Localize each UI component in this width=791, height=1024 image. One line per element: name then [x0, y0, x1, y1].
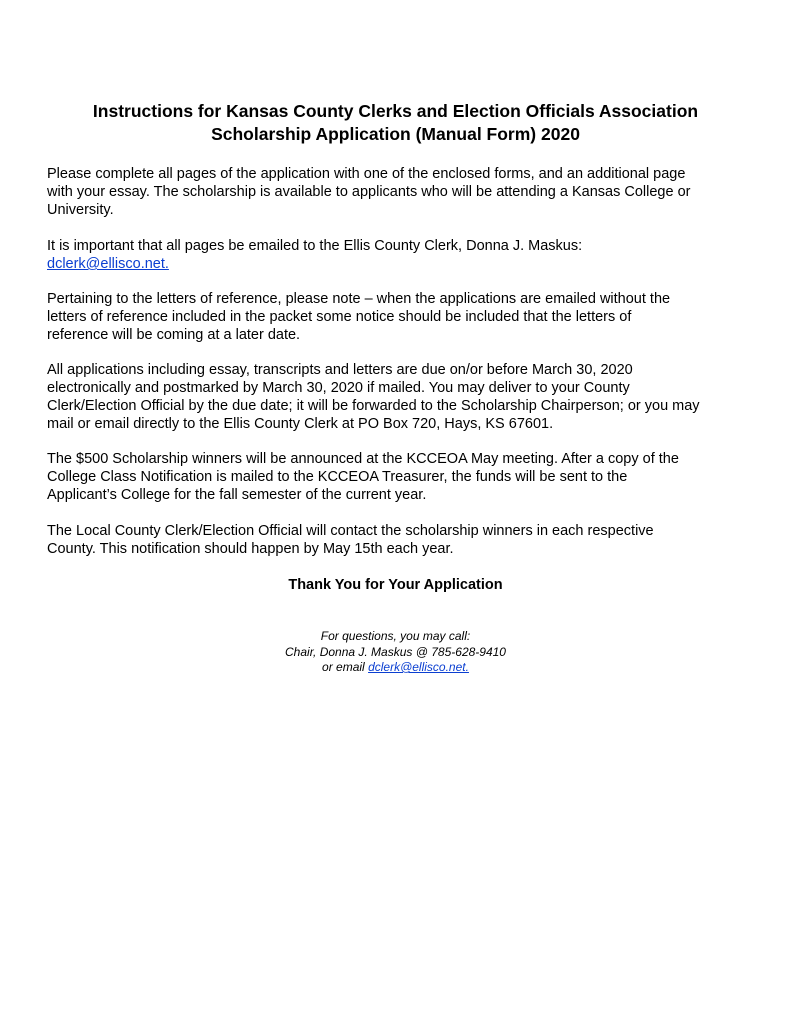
paragraph-line: All applications including essay, transcripts and letters are due on/or before March 30, 2020 [47, 362, 633, 378]
paragraph-line: The Local County Clerk/Election Official will contact the scholarship winners in each respective [47, 523, 654, 539]
paragraph-line: University. [47, 202, 114, 218]
paragraph-line: reference will be coming at a later date. [47, 327, 301, 343]
paragraph-line: Pertaining to the letters of reference, please note – when the applications are emailed without the [47, 291, 671, 307]
contact-email-prefix: or email [322, 660, 369, 674]
paragraph-line-email [47, 255, 747, 273]
paragraph-line: letters of reference included in the packet some notice should be included that the letters of [47, 309, 632, 325]
contact-line-2: Chair, Donna J. Maskus @ 785-628-9410 [285, 644, 506, 659]
paragraph-line: It is important that all pages be emailed to the Ellis County Clerk, Donna J. Maskus: [47, 238, 583, 254]
title-line-1: Instructions for Kansas County Clerks and Election Officials Association [92, 101, 699, 121]
paragraph-line: County. This notification should happen by May 15th each year. [47, 541, 454, 557]
paragraph-line: electronically and postmarked by March 30, 2020 if mailed. You may deliver to your County [47, 380, 630, 396]
contact-email-link[interactable]: dclerk@ellisco.net. [368, 660, 469, 674]
document-title [0, 100, 791, 146]
paragraph-line: Please complete all pages of the application with one of the enclosed forms, and an additional page [47, 166, 686, 182]
contact-line-3 [0, 660, 791, 676]
paragraph-line: The $500 Scholarship winners will be announced at the KCCEOA May meeting. After a copy of the [47, 451, 679, 467]
paragraph-instructions [47, 165, 747, 219]
paragraph-notification [47, 522, 747, 558]
paragraph-references [47, 290, 747, 344]
paragraph-line: with your essay. The scholarship is available to applicants who will be attending a Kansas College or [47, 184, 691, 200]
paragraph-line: mail or email directly to the Ellis County Clerk at PO Box 720, Hays, KS 67601. [47, 416, 554, 432]
paragraph-line: College Class Notification is mailed to the KCCEOA Treasurer, the funds will be sent to the [47, 469, 628, 485]
paragraph-deadline [47, 361, 747, 433]
email-link[interactable]: dclerk@ellisco.net. [47, 256, 169, 272]
paragraph-award [47, 450, 747, 504]
paragraph-line: Applicant’s College for the fall semester of the current year. [47, 487, 427, 503]
contact-block [0, 629, 791, 676]
contact-line-1: For questions, you may call: [320, 629, 471, 643]
paragraph-line: Clerk/Election Official by the due date; it will be forwarded to the Scholarship Chairperson; or you may [47, 398, 700, 414]
paragraph-email-instructions [47, 237, 747, 273]
thank-you-heading: Thank You for Your Application [288, 577, 503, 593]
title-line-2: Scholarship Application (Manual Form) 2020 [211, 124, 580, 144]
